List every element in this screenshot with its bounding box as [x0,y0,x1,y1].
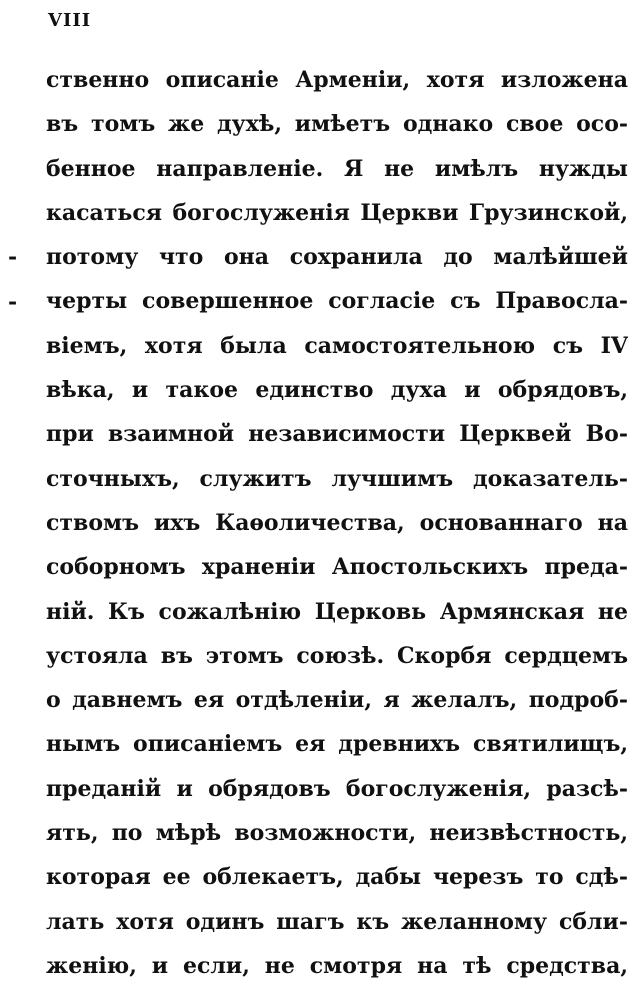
page-number: VIII [48,10,92,31]
text-line: лать хотя одинъ шагъ къ желанному сбли- [46,908,628,935]
text-line: о давнемъ ея отдѣленіи, я желалъ, подроб- [46,687,628,714]
text-line: ять, по мѣрѣ возможности, неизвѣстность, [46,820,628,847]
text-line: ственно описаніе Арменіи, хотя изложена [46,67,628,93]
text-line: нымъ описаніемъ ея древнихъ святилищъ, [46,731,628,758]
text-line: вѣка, и такое единство духа и обрядовъ, [46,377,628,404]
text-line: въ томъ же духѣ, имѣетъ однако свое осо- [46,111,628,138]
text-line: касаться богослуженія Церкви Грузинской, [46,199,628,226]
text-line: віемъ, хотя была самостоятельною съ IV [46,332,628,359]
text-line: устояла въ этомъ союзѣ. Скорбя сердцемъ [46,642,628,669]
text-line: ній. Къ сожалѣнію Церковь Армянская не [46,598,628,625]
margin-mark: - [8,289,18,315]
body-text [46,58,628,988]
text-line: преданій и обрядовъ богослуженія, разсѣ- [46,775,628,802]
margin-mark: - [8,244,18,270]
text-line: потому что она сохранила до малѣйшей [46,244,628,271]
text-line: бенное направленіе. Я не имѣлъ нужды [46,155,628,182]
text-line: при взаимной независимости Церквей Во- [46,421,628,448]
text-line: черты совершенное согласіе съ Правосла- [46,288,628,315]
text-line: которая ее облекаетъ, дабы черезъ то сдѣ- [46,864,628,891]
text-line: соборномъ храненіи Апостольскихъ преда- [46,554,628,581]
text-line: ствомъ ихъ Каѳоличества, основаннаго на [46,509,628,536]
text-line: сточныхъ, служитъ лучшимъ доказатель- [46,465,628,492]
text-line: женію, и если, не смотря на тѣ средства, [46,952,628,979]
